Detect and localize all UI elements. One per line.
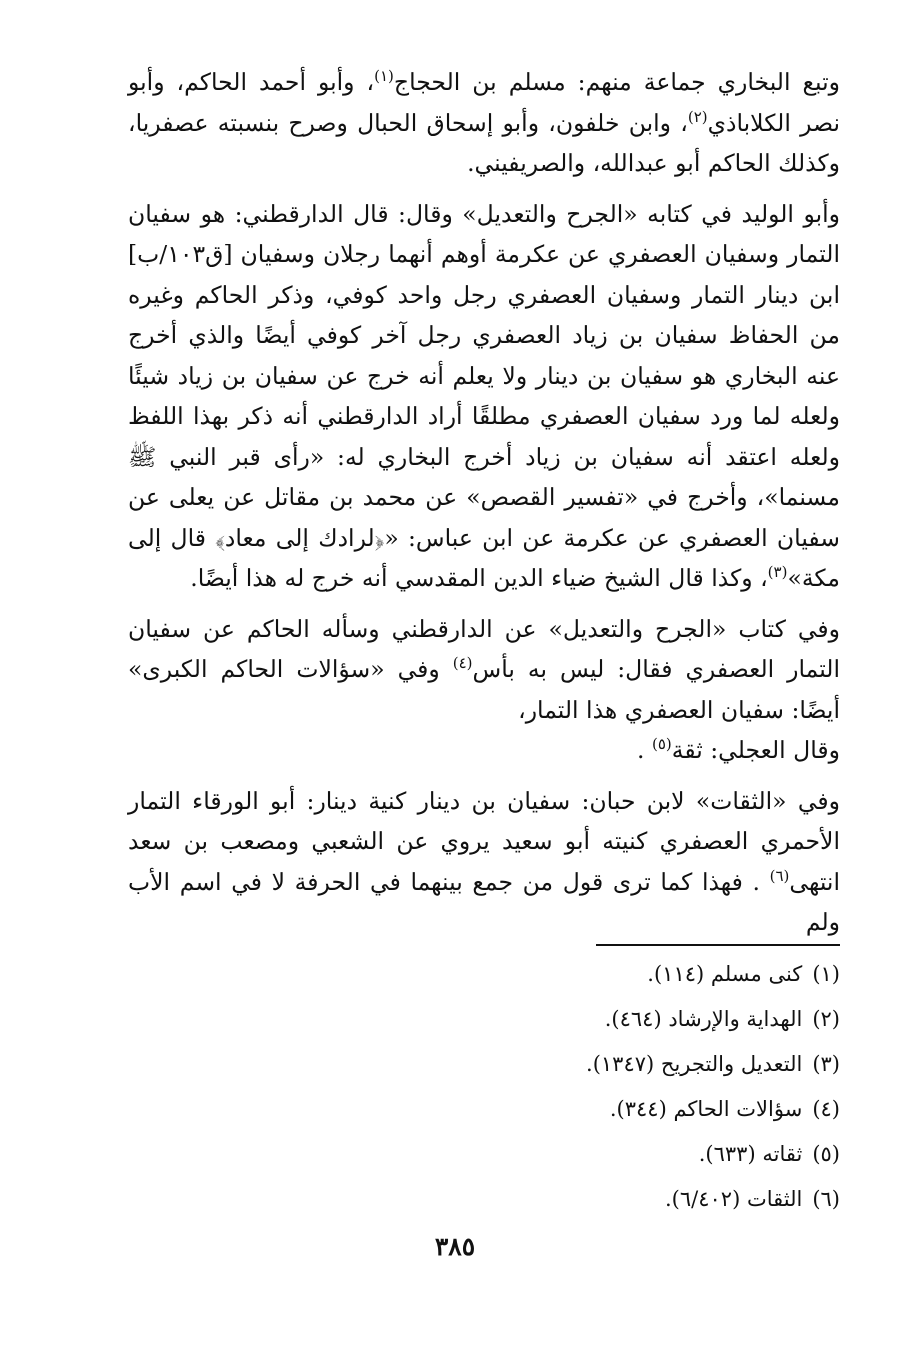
text-run: وفي كتاب «الجرح والتعديل» عن الدارقطني وسأله الحاكم عن سفيان التمار العصفري فقال: ليس به بأس bbox=[128, 614, 841, 683]
footnote-number: (٤) bbox=[812, 1097, 840, 1121]
footnotes bbox=[440, 952, 840, 1222]
footnote-text: ثقاته (٦٣٣). bbox=[698, 1142, 803, 1166]
text-run: ، وابن خلفون، وأبو إسحاق الحبال وصرح بنسبته عصفريا، وكذلك الحاكم أبو عبدالله، والصريفيني. bbox=[128, 108, 840, 177]
footnote-item bbox=[440, 1087, 840, 1132]
text-run: وتبع البخاري جماعة منهم: مسلم بن الحجاج bbox=[393, 68, 840, 96]
paragraph-5 bbox=[128, 781, 840, 943]
footnote-number: (٥) bbox=[812, 1142, 840, 1166]
footnote-number: (١) bbox=[812, 962, 840, 986]
text-run: وقال العجلي: ثقة bbox=[671, 736, 840, 764]
footnote-text: الهداية والإرشاد (٤٦٤). bbox=[604, 1007, 803, 1031]
footnote-ref[interactable]: (٥) bbox=[651, 735, 672, 754]
paragraph-4 bbox=[128, 730, 840, 771]
text-run: وأبو الوليد في كتابه «الجرح والتعديل» وقال: قال الدارقطني: هو سفيان التمار وسفيان العصفري عن عكرمة أوهم أنهما رجلان وسفيان [ق١٠٣/ب] ابن دينار التمار وسفيان العصفري رجل واحد كوفي، وذكر الحاكم وغيره من الحفاظ سفيان بن زياد العصفري رجل آخر كوفي أيضًا والذي أخرج عنه البخاري هو سفيان بن دينار ولا يعلم أنه خرج عن سفيان بن زياد شيئًا ولعله لما ورد سفيان العصفري مطلقًا أراد الدارقطني أنه ذكر بهذا اللفظ ولعله اعتقد أنه سفيان بن زياد أخرج البخاري له: «رأى قبر النبي ﷺ مسنما»، وأخرج في «تفسير القصص» عن محمد بن مقاتل عن يعلى عن سفيان العصفري عن عكرمة عن ابن عباس: «﴿لرادك إلى معاد﴾ قال إلى مكة» bbox=[128, 199, 840, 592]
footnote-item bbox=[440, 1042, 840, 1087]
text-run: وفي «سؤالات الحاكم الكبرى» أيضًا: سفيان العصفري هذا التمار، bbox=[128, 655, 840, 724]
footnote-item bbox=[440, 1132, 840, 1177]
main-text bbox=[128, 62, 840, 953]
footnote-ref[interactable]: (٢) bbox=[687, 107, 708, 126]
footnote-text: سؤالات الحاكم (٣٤٤). bbox=[609, 1097, 803, 1121]
paragraph-2 bbox=[128, 194, 840, 599]
footnote-item bbox=[440, 997, 840, 1042]
page-number: ٣٨٥ bbox=[434, 1232, 476, 1261]
footnote-number: (٦) bbox=[812, 1187, 840, 1211]
footnote-text: كنى مسلم (١١٤). bbox=[647, 962, 803, 986]
footnote-text: التعديل والتجريح (١٣٤٧). bbox=[586, 1052, 803, 1076]
footnote-item bbox=[440, 1177, 840, 1222]
text-run: ، وكذا قال الشيخ ضياء الدين المقدسي أنه خرج له هذا أيضًا. bbox=[190, 564, 768, 592]
footnote-ref[interactable]: (٤) bbox=[452, 654, 473, 673]
footnote-text: الثقات (٦/٤٠٢). bbox=[665, 1187, 803, 1211]
text-run: . فهذا كما ترى قول من جمع بينهما في الحرفة لا في اسم الأب ولم bbox=[128, 867, 840, 936]
paragraph-3 bbox=[128, 609, 840, 731]
footnote-number: (٢) bbox=[812, 1007, 840, 1031]
text-run: ، وأبو أحمد الحاكم، وأبو نصر الكلاباذي bbox=[128, 68, 840, 137]
footnote-number: (٣) bbox=[812, 1052, 840, 1076]
paragraph-1 bbox=[128, 62, 840, 184]
footnote-separator bbox=[596, 944, 840, 946]
footnote-ref[interactable]: (٦) bbox=[769, 866, 790, 885]
footnote-ref[interactable]: (٣) bbox=[767, 563, 788, 582]
text-run: وفي «الثقات» لابن حبان: سفيان بن دينار كنية دينار: أبو الورقاء التمار الأحمري العصفري كنيته أبو سعيد يروي عن الشعبي ومصعب بن سعد انتهى bbox=[128, 786, 840, 896]
footnote-ref[interactable]: (١) bbox=[374, 67, 394, 86]
footnote-item bbox=[440, 952, 840, 997]
text-run: . bbox=[637, 736, 652, 764]
